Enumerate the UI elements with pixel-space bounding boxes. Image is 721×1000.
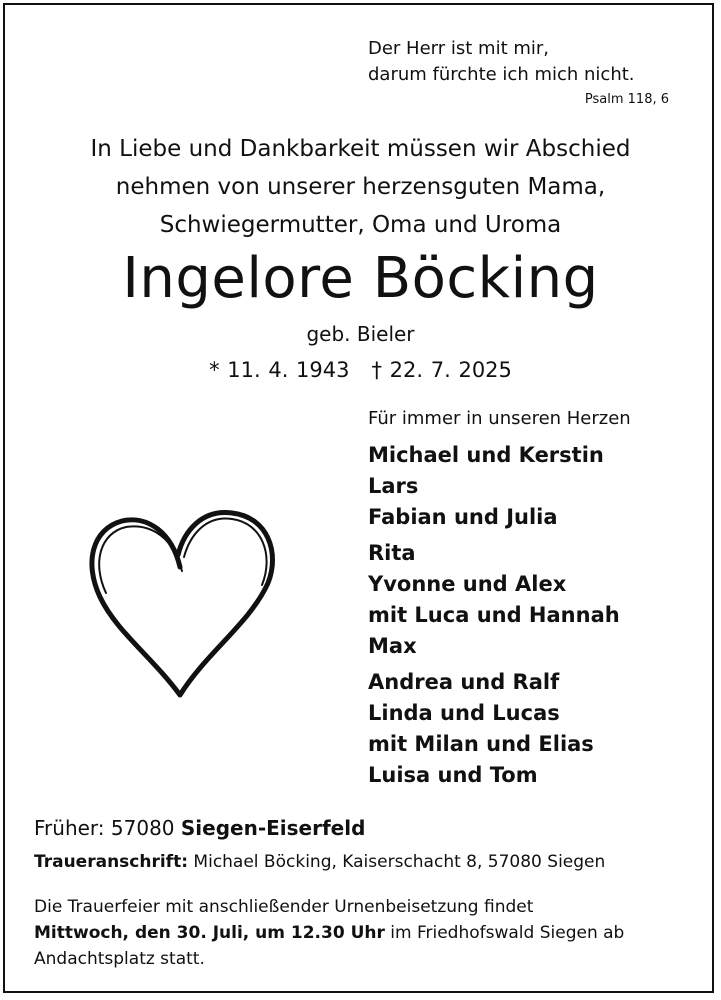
- mourner-line: Yvonne und Alex: [368, 572, 567, 596]
- former-residence: [34, 816, 365, 840]
- former-residence-place: Siegen-Eiserfeld: [180, 816, 366, 840]
- mourners-motto: Für immer in unseren Herzen: [368, 408, 631, 429]
- mourning-address-label: Traueranschrift:: [34, 852, 189, 872]
- mourning-address: [34, 852, 605, 872]
- death-date: † 22. 7. 2025: [371, 358, 512, 382]
- psalm-line-1: Der Herr ist mit mir,: [368, 38, 550, 59]
- psalm-reference: Psalm 118, 6: [584, 92, 669, 107]
- service-text-1: Die Trauerfeier mit anschließender Urnenbeisetzung findet: [34, 897, 534, 917]
- mourner-line: Fabian und Julia: [368, 505, 558, 529]
- heart-outline-icon: [82, 505, 282, 700]
- mourner-line: Andrea und Ralf: [368, 670, 560, 694]
- service-date-time: Mittwoch, den 30. Juli, um 12.30 Uhr: [34, 923, 385, 943]
- mourner-line: mit Milan und Elias: [368, 732, 594, 756]
- intro-line-3: Schwiegermutter, Oma und Uroma: [159, 212, 562, 238]
- mourner-line: Rita: [368, 541, 416, 565]
- service-text-3: Andachtsplatz statt.: [34, 949, 205, 969]
- mourner-line: Luisa und Tom: [368, 763, 538, 787]
- intro-line-2: nehmen von unserer herzensguten Mama,: [115, 174, 606, 200]
- former-residence-label: Früher: 57080: [34, 816, 175, 840]
- service-text-2: im Friedhofswald Siegen ab: [384, 923, 625, 943]
- mourner-line: Michael und Kerstin: [368, 443, 604, 467]
- psalm-quote: [368, 36, 635, 88]
- mourner-line: Linda und Lucas: [368, 701, 560, 725]
- mourner-line: Lars: [368, 474, 419, 498]
- mourner-group-1: [368, 440, 620, 533]
- mourners-list: [368, 440, 620, 796]
- intro-text: [0, 130, 721, 244]
- life-dates: [0, 358, 721, 382]
- intro-line-1: In Liebe und Dankbarkeit müssen wir Abschied: [90, 136, 631, 162]
- funeral-service-info: [34, 894, 694, 972]
- mourner-group-3: [368, 667, 620, 791]
- psalm-line-2: darum fürchte ich mich nicht.: [368, 64, 635, 85]
- birth-date: * 11. 4. 1943: [209, 358, 350, 382]
- mourner-line: mit Luca und Hannah: [368, 603, 620, 627]
- deceased-name: Ingelore Böcking: [122, 246, 599, 311]
- mourning-address-value: Michael Böcking, Kaiserschacht 8, 57080 Siegen: [193, 852, 606, 872]
- mourner-line: Max: [368, 634, 417, 658]
- birth-name: geb. Bieler: [306, 322, 415, 346]
- mourner-group-2: [368, 538, 620, 662]
